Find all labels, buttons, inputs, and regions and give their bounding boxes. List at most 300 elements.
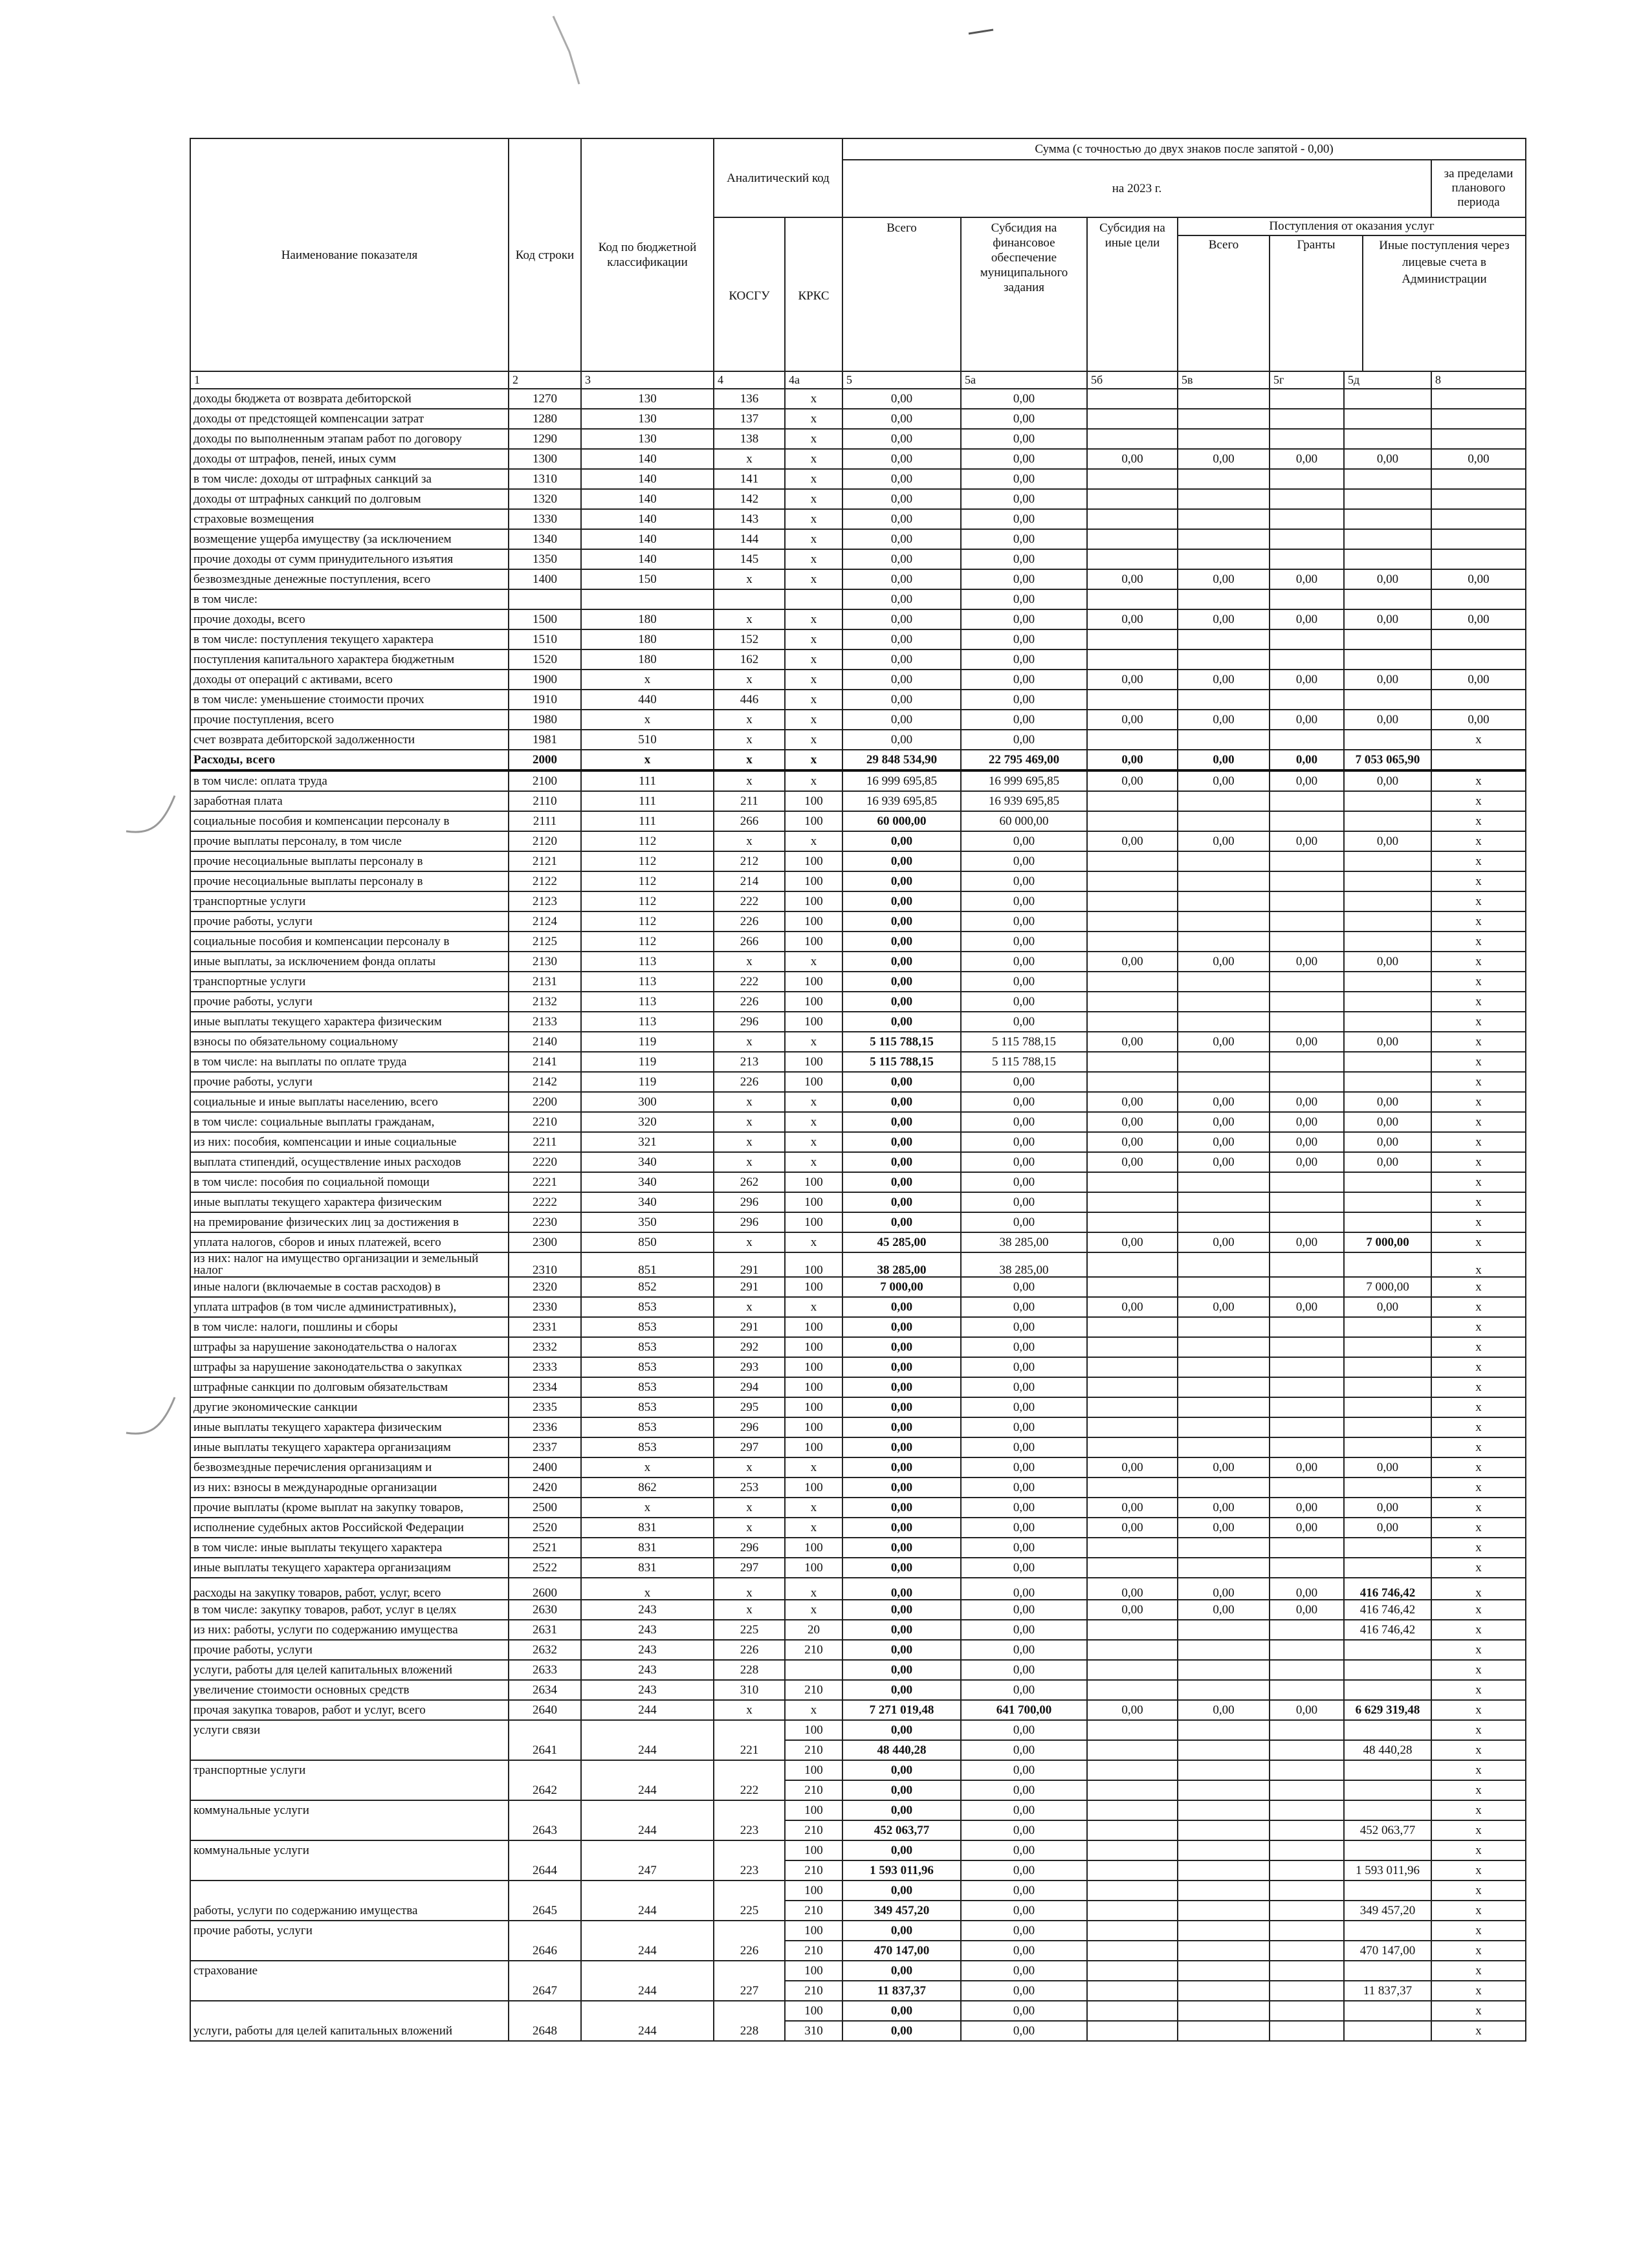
cell-c5: 0,00 — [842, 1072, 961, 1092]
cell-c8: x — [1431, 1558, 1526, 1578]
cell-krks: x — [785, 1700, 842, 1720]
cell-c5d: 0,00 — [1344, 609, 1431, 629]
cell-c8 — [1431, 589, 1526, 609]
cell-c5b: 0,00 — [1087, 1457, 1178, 1477]
cell-c5: 0,00 — [842, 449, 961, 469]
cell-c5v — [1178, 1840, 1270, 1860]
table-row — [190, 1660, 1526, 1680]
cell-c5g — [1270, 1680, 1344, 1700]
cell-c5g — [1270, 1981, 1344, 2001]
cell-c5v — [1178, 992, 1270, 1012]
cell-c5d: 452 063,77 — [1344, 1820, 1431, 1840]
cell-code: 2522 — [509, 1558, 581, 1578]
cell-kosgu — [714, 589, 785, 609]
cell-krks: 310 — [785, 2021, 842, 2041]
cell-name: штрафы за нарушение законодательства о закупках — [190, 1357, 509, 1377]
cell-name: коммунальные услуги — [190, 1840, 509, 1881]
cell-c5: 0,00 — [842, 871, 961, 891]
cell-bk: 130 — [581, 409, 714, 429]
cell-bk: x — [581, 1498, 714, 1518]
cell-c5b — [1087, 972, 1178, 992]
table-row — [190, 529, 1526, 549]
cell-kosgu: 310 — [714, 1680, 785, 1700]
cell-c5a: 0,00 — [961, 1012, 1087, 1032]
cell-c8: x — [1431, 871, 1526, 891]
cell-kosgu: x — [714, 1152, 785, 1172]
cell-c8: x — [1431, 1700, 1526, 1720]
cell-c5b — [1087, 1660, 1178, 1680]
cell-c5b — [1087, 1558, 1178, 1578]
cell-kosgu: x — [714, 569, 785, 589]
cell-c5v — [1178, 1881, 1270, 1901]
cell-kosgu: 226 — [714, 1921, 785, 1961]
cell-c5: 0,00 — [842, 649, 961, 670]
cell-krks: 100 — [785, 1012, 842, 1032]
cell-c5a: 0,00 — [961, 509, 1087, 529]
column-number: 2 — [509, 371, 581, 389]
cell-c8: x — [1431, 791, 1526, 811]
cell-c5b — [1087, 389, 1178, 409]
cell-c5d — [1344, 549, 1431, 569]
table-row — [190, 1232, 1526, 1252]
cell-c5a: 0,00 — [961, 1212, 1087, 1232]
cell-c5v — [1178, 1377, 1270, 1397]
cell-krks: x — [785, 509, 842, 529]
cell-krks: 100 — [785, 1317, 842, 1337]
cell-c5d: 470 147,00 — [1344, 1941, 1431, 1961]
cell-krks: 100 — [785, 1417, 842, 1437]
cell-code: 2643 — [509, 1800, 581, 1840]
cell-code: 2337 — [509, 1437, 581, 1457]
cell-krks: 100 — [785, 1212, 842, 1232]
cell-name: доходы по выполненным этапам работ по договору — [190, 429, 509, 449]
cell-c5b — [1087, 1760, 1178, 1780]
cell-code: 2220 — [509, 1152, 581, 1172]
cell-c5: 0,00 — [842, 1498, 961, 1518]
cell-name: увеличение стоимости основных средств — [190, 1680, 509, 1700]
cell-c5a: 0,00 — [961, 1518, 1087, 1538]
table-row — [190, 891, 1526, 911]
cell-c5g — [1270, 1740, 1344, 1760]
cell-c5: 0,00 — [842, 1112, 961, 1132]
cell-c5v — [1178, 1981, 1270, 2001]
cell-bk: 247 — [581, 1840, 714, 1881]
cell-c5d — [1344, 489, 1431, 509]
cell-kosgu: x — [714, 750, 785, 770]
cell-c5v — [1178, 389, 1270, 409]
cell-kosgu: 213 — [714, 1052, 785, 1072]
cell-c5a: 0,00 — [961, 871, 1087, 891]
cell-krks: 210 — [785, 1941, 842, 1961]
cell-c5a: 16 939 695,85 — [961, 791, 1087, 811]
table-row — [190, 2001, 1526, 2021]
cell-c5v — [1178, 1538, 1270, 1558]
cell-name: прочие работы, услуги — [190, 1921, 509, 1961]
cell-code: 2133 — [509, 1012, 581, 1032]
cell-c8: x — [1431, 1961, 1526, 1981]
cell-c5g — [1270, 469, 1344, 489]
cell-c5a: 0,00 — [961, 1072, 1087, 1092]
cell-c5g — [1270, 1840, 1344, 1860]
cell-c8: x — [1431, 1357, 1526, 1377]
header-name: Наименование показателя — [190, 138, 509, 371]
cell-c5b — [1087, 1921, 1178, 1941]
cell-c5g — [1270, 911, 1344, 932]
cell-c8: x — [1431, 1800, 1526, 1820]
cell-c5d — [1344, 1640, 1431, 1660]
cell-c5d — [1344, 1538, 1431, 1558]
cell-bk: 853 — [581, 1357, 714, 1377]
cell-krks: 100 — [785, 1760, 842, 1780]
cell-bk: 853 — [581, 1317, 714, 1337]
cell-bk: 350 — [581, 1212, 714, 1232]
cell-krks: 100 — [785, 1881, 842, 1901]
cell-krks: 100 — [785, 871, 842, 891]
cell-c5a: 0,00 — [961, 1457, 1087, 1477]
cell-code: 2230 — [509, 1212, 581, 1232]
cell-c5v: 0,00 — [1178, 1032, 1270, 1052]
cell-code: 2500 — [509, 1498, 581, 1518]
cell-bk: 243 — [581, 1660, 714, 1680]
cell-bk: 130 — [581, 429, 714, 449]
cell-krks: x — [785, 1457, 842, 1477]
cell-bk: 244 — [581, 1881, 714, 1921]
cell-name: из них: налог на имущество организации и земельный налог — [190, 1252, 509, 1277]
cell-code: 2141 — [509, 1052, 581, 1072]
cell-c5a: 0,00 — [961, 1901, 1087, 1921]
cell-c5g: 0,00 — [1270, 750, 1344, 770]
cell-c5d — [1344, 409, 1431, 429]
cell-c5d: 0,00 — [1344, 710, 1431, 730]
cell-code: 1500 — [509, 609, 581, 629]
cell-name: расходы на закупку товаров, работ, услуг, всего — [190, 1578, 509, 1600]
cell-c5g — [1270, 629, 1344, 649]
table-row — [190, 1397, 1526, 1417]
cell-c5b — [1087, 529, 1178, 549]
cell-kosgu: 221 — [714, 1720, 785, 1760]
cell-c5v — [1178, 1337, 1270, 1357]
cell-krks: 100 — [785, 1437, 842, 1457]
table-row — [190, 1417, 1526, 1437]
cell-c5a: 0,00 — [961, 710, 1087, 730]
cell-name: в том числе: налоги, пошлины и сборы — [190, 1317, 509, 1337]
cell-c5g — [1270, 891, 1344, 911]
table-row — [190, 932, 1526, 952]
cell-code: 1310 — [509, 469, 581, 489]
cell-krks: 100 — [785, 1072, 842, 1092]
cell-c8: x — [1431, 811, 1526, 831]
cell-c8: x — [1431, 1092, 1526, 1112]
cell-c5a: 0,00 — [961, 1377, 1087, 1397]
cell-c5d — [1344, 1172, 1431, 1192]
cell-c5v — [1178, 1820, 1270, 1840]
cell-c5v — [1178, 1780, 1270, 1800]
cell-kosgu: x — [714, 831, 785, 851]
table-row — [190, 489, 1526, 509]
cell-name: исполнение судебных актов Российской Федерации — [190, 1518, 509, 1538]
cell-bk: 851 — [581, 1252, 714, 1277]
cell-krks: 100 — [785, 891, 842, 911]
cell-krks: 100 — [785, 2001, 842, 2021]
cell-kosgu: x — [714, 609, 785, 629]
cell-bk: 150 — [581, 569, 714, 589]
cell-krks: x — [785, 1092, 842, 1112]
cell-name: транспортные услуги — [190, 972, 509, 992]
cell-c5g: 0,00 — [1270, 1092, 1344, 1112]
cell-c5: 0,00 — [842, 1760, 961, 1780]
cell-bk: 119 — [581, 1072, 714, 1092]
cell-name: в том числе: пособия по социальной помощи — [190, 1172, 509, 1192]
cell-c5d — [1344, 1377, 1431, 1397]
cell-bk: 113 — [581, 972, 714, 992]
table-row — [190, 1961, 1526, 1981]
cell-name: в том числе: поступления текущего характера — [190, 629, 509, 649]
cell-c5g — [1270, 972, 1344, 992]
table-row — [190, 409, 1526, 429]
cell-name: уплата штрафов (в том числе административных), — [190, 1297, 509, 1317]
cell-c5d: 0,00 — [1344, 770, 1431, 791]
cell-c8: x — [1431, 1740, 1526, 1760]
cell-c5g: 0,00 — [1270, 1578, 1344, 1600]
cell-c5b — [1087, 629, 1178, 649]
cell-c5: 0,00 — [842, 730, 961, 750]
cell-krks: 210 — [785, 1740, 842, 1760]
table-row — [190, 389, 1526, 409]
cell-c5g: 0,00 — [1270, 609, 1344, 629]
cell-c5g — [1270, 409, 1344, 429]
cell-name: штрафы за нарушение законодательства о налогах — [190, 1337, 509, 1357]
cell-bk — [581, 589, 714, 609]
cell-bk: 140 — [581, 529, 714, 549]
cell-c5d — [1344, 1680, 1431, 1700]
cell-c5a: 38 285,00 — [961, 1252, 1087, 1277]
cell-bk: 853 — [581, 1377, 714, 1397]
cell-c8 — [1431, 529, 1526, 549]
cell-c5: 0,00 — [842, 1780, 961, 1800]
cell-kosgu: 291 — [714, 1252, 785, 1277]
cell-code: 2200 — [509, 1092, 581, 1112]
cell-c8: x — [1431, 1640, 1526, 1660]
cell-c8: x — [1431, 1437, 1526, 1457]
cell-krks: x — [785, 1600, 842, 1620]
cell-c5: 0,00 — [842, 589, 961, 609]
cell-name: доходы от штрафных санкций по долговым — [190, 489, 509, 509]
cell-c8 — [1431, 629, 1526, 649]
cell-krks: 100 — [785, 1337, 842, 1357]
cell-c5: 16 939 695,85 — [842, 791, 961, 811]
cell-c5v: 0,00 — [1178, 609, 1270, 629]
column-number: 4 — [714, 371, 785, 389]
cell-c5d — [1344, 1252, 1431, 1277]
cell-kosgu: 137 — [714, 409, 785, 429]
cell-c5d — [1344, 1477, 1431, 1498]
cell-c5d — [1344, 1760, 1431, 1780]
cell-c5v — [1178, 509, 1270, 529]
cell-c5g: 0,00 — [1270, 670, 1344, 690]
cell-c5d: 0,00 — [1344, 449, 1431, 469]
cell-c8: x — [1431, 1518, 1526, 1538]
cell-c5b — [1087, 1357, 1178, 1377]
cell-c5a: 0,00 — [961, 1538, 1087, 1558]
cell-c5d — [1344, 1881, 1431, 1901]
cell-name: уплата налогов, сборов и иных платежей, всего — [190, 1232, 509, 1252]
cell-c5b — [1087, 509, 1178, 529]
cell-krks: x — [785, 750, 842, 770]
cell-c5b — [1087, 2021, 1178, 2041]
cell-c5d — [1344, 1558, 1431, 1578]
cell-bk: 853 — [581, 1417, 714, 1437]
cell-c5g — [1270, 429, 1344, 449]
cell-code: 2140 — [509, 1032, 581, 1052]
cell-name: в том числе: оплата труда — [190, 770, 509, 791]
cell-kosgu: x — [714, 1457, 785, 1477]
cell-kosgu: 226 — [714, 911, 785, 932]
cell-c5g — [1270, 2001, 1344, 2021]
cell-code: 2336 — [509, 1417, 581, 1437]
cell-code: 2400 — [509, 1457, 581, 1477]
cell-c5: 0,00 — [842, 529, 961, 549]
cell-c5: 48 440,28 — [842, 1740, 961, 1760]
cell-bk: 340 — [581, 1152, 714, 1172]
cell-bk: 111 — [581, 811, 714, 831]
cell-c5v — [1178, 1172, 1270, 1192]
table-row — [190, 952, 1526, 972]
cell-c5g — [1270, 1052, 1344, 1072]
cell-c5b — [1087, 589, 1178, 609]
cell-c5a: 0,00 — [961, 409, 1087, 429]
cell-c5b: 0,00 — [1087, 1032, 1178, 1052]
cell-c5d — [1344, 932, 1431, 952]
cell-c8: x — [1431, 1860, 1526, 1881]
cell-c5a: 0,00 — [961, 529, 1087, 549]
cell-c5a: 0,00 — [961, 1397, 1087, 1417]
cell-c5b: 0,00 — [1087, 1700, 1178, 1720]
cell-c8: x — [1431, 1172, 1526, 1192]
cell-code: 2633 — [509, 1660, 581, 1680]
cell-c5a: 0,00 — [961, 489, 1087, 509]
cell-c5a: 0,00 — [961, 569, 1087, 589]
cell-c5: 0,00 — [842, 1297, 961, 1317]
cell-c5: 0,00 — [842, 1538, 961, 1558]
cell-code: 2334 — [509, 1377, 581, 1397]
cell-c5a: 0,00 — [961, 1720, 1087, 1740]
cell-code: 2120 — [509, 831, 581, 851]
budget-plan-sheet — [190, 138, 1525, 2042]
cell-kosgu: 144 — [714, 529, 785, 549]
header-subsidy-mz: Субсидия на финансовое обеспечение муниципального задания — [961, 217, 1087, 371]
cell-c5b — [1087, 1538, 1178, 1558]
cell-c5v: 0,00 — [1178, 1457, 1270, 1477]
cell-c5b — [1087, 469, 1178, 489]
cell-c5v: 0,00 — [1178, 1132, 1270, 1152]
cell-code: 2310 — [509, 1252, 581, 1277]
cell-krks: x — [785, 730, 842, 750]
cell-kosgu: x — [714, 449, 785, 469]
cell-bk: 119 — [581, 1032, 714, 1052]
cell-c5v — [1178, 1012, 1270, 1032]
cell-c5b — [1087, 690, 1178, 710]
cell-c5d: 0,00 — [1344, 670, 1431, 690]
table-row — [190, 710, 1526, 730]
cell-c5: 29 848 534,90 — [842, 750, 961, 770]
cell-krks: x — [785, 429, 842, 449]
cell-c8: x — [1431, 1538, 1526, 1558]
cell-c5v: 0,00 — [1178, 952, 1270, 972]
cell-kosgu: 226 — [714, 992, 785, 1012]
cell-krks: 100 — [785, 1800, 842, 1820]
cell-c5g — [1270, 1397, 1344, 1417]
cell-c8: x — [1431, 1941, 1526, 1961]
cell-c5: 45 285,00 — [842, 1232, 961, 1252]
table-row — [190, 831, 1526, 851]
table-row — [190, 811, 1526, 831]
cell-name: иные выплаты текущего характера физическим — [190, 1417, 509, 1437]
cell-kosgu: 227 — [714, 1961, 785, 2001]
cell-c5: 0,00 — [842, 1640, 961, 1660]
cell-c5b — [1087, 911, 1178, 932]
cell-c5d — [1344, 649, 1431, 670]
cell-bk: 180 — [581, 649, 714, 670]
cell-c8: x — [1431, 1112, 1526, 1132]
cell-krks: x — [785, 710, 842, 730]
column-number: 5д — [1344, 371, 1431, 389]
cell-c5: 0,00 — [842, 1152, 961, 1172]
cell-code: 2648 — [509, 2001, 581, 2041]
cell-code: 2142 — [509, 1072, 581, 1092]
cell-c5v — [1178, 1961, 1270, 1981]
cell-c5: 0,00 — [842, 549, 961, 569]
cell-krks: 100 — [785, 1397, 842, 1417]
cell-c5a: 0,00 — [961, 1357, 1087, 1377]
cell-code: 1900 — [509, 670, 581, 690]
cell-bk: 853 — [581, 1397, 714, 1417]
cell-kosgu: 266 — [714, 811, 785, 831]
table-row — [190, 1760, 1526, 1780]
cell-c5: 0,00 — [842, 1192, 961, 1212]
cell-c5b — [1087, 1437, 1178, 1457]
cell-c5b — [1087, 1941, 1178, 1961]
cell-krks: 210 — [785, 1640, 842, 1660]
cell-c5d: 7 000,00 — [1344, 1277, 1431, 1297]
cell-c5g — [1270, 1417, 1344, 1437]
cell-c5b — [1087, 1477, 1178, 1498]
cell-c8: x — [1431, 1477, 1526, 1498]
cell-c5d: 0,00 — [1344, 1092, 1431, 1112]
cell-c5a: 0,00 — [961, 389, 1087, 409]
cell-kosgu: 211 — [714, 791, 785, 811]
cell-bk: 112 — [581, 891, 714, 911]
cell-c8: x — [1431, 831, 1526, 851]
cell-name: иные выплаты текущего характера организациям — [190, 1558, 509, 1578]
cell-c5v: 0,00 — [1178, 1092, 1270, 1112]
cell-c5d — [1344, 1921, 1431, 1941]
cell-bk: 119 — [581, 1052, 714, 1072]
cell-c5: 0,00 — [842, 509, 961, 529]
cell-krks: x — [785, 609, 842, 629]
cell-krks: 100 — [785, 851, 842, 871]
cell-c5: 0,00 — [842, 1337, 961, 1357]
cell-c5g — [1270, 1640, 1344, 1660]
cell-bk: 140 — [581, 449, 714, 469]
cell-krks: x — [785, 569, 842, 589]
cell-name: в том числе: — [190, 589, 509, 609]
cell-kosgu: 212 — [714, 851, 785, 871]
cell-c5a: 0,00 — [961, 1152, 1087, 1172]
punch-hole-top-icon — [123, 789, 181, 854]
cell-c5d — [1344, 1337, 1431, 1357]
cell-c5d — [1344, 2021, 1431, 2041]
cell-name: прочие работы, услуги — [190, 1640, 509, 1660]
